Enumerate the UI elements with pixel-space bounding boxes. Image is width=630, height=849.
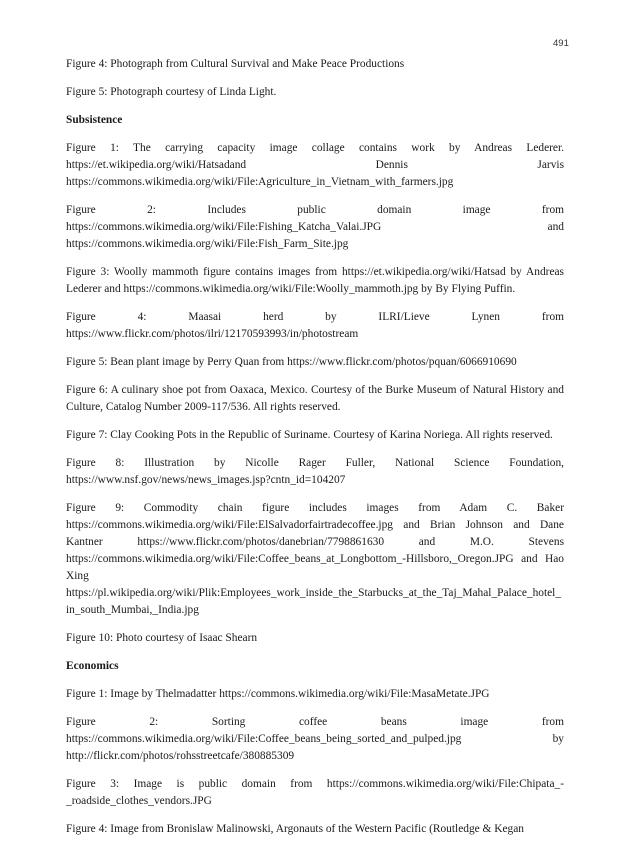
- credits-content: [66, 56, 564, 849]
- credit-paragraph: Figure 10: Photo courtesy of Isaac Shearn: [66, 632, 258, 644]
- credit-paragraph: Figure 8: Illustration by Nicolle Rager Fuller, National Science Foundation, https://www.nsf.gov/news/news_images.jsp?cntn_id=104207: [66, 457, 564, 486]
- credit-paragraph: Figure 2: Includes public domain image from https://commons.wikimedia.org/wiki/File:Fishing_Katcha_Valai.JPG and https://commons.wikimedia.org/wiki/File:Fish_Farm_Site.jpg: [66, 204, 564, 250]
- credit-paragraph: Figure 7: Clay Cooking Pots in the Republic of Suriname. Courtesy of Karina Noriega. All rights reserved.: [66, 429, 553, 441]
- credit-paragraph: Figure 4: Image from Bronislaw Malinowski, Argonauts of the Western Pacific (Routledge & Kegan: [66, 823, 524, 835]
- credit-paragraph: Figure 3: Image is public domain from https://commons.wikimedia.org/wiki/File:Chipata_-_roadside_clothes_vendors.JPG: [66, 778, 564, 807]
- credit-paragraph: Figure 3: Woolly mammoth figure contains images from https://et.wikipedia.org/wiki/Hatsad by Andreas Lederer and https://commons.wikimedia.org/wiki/File:Woolly_mammoth.jpg by By Flying Puffin.: [66, 266, 564, 295]
- credit-paragraph: Figure 2: Sorting coffee beans image from https://commons.wikimedia.org/wiki/File:Coffee_beans_being_sorted_and_pulped.jpg by http://flickr.com/photos/rohsstreetcafe/380885309: [66, 716, 564, 762]
- credit-paragraph: Figure 9: Commodity chain figure includes images from Adam C. Baker https://commons.wikimedia.org/wiki/File:ElSalvadorfairtradecoffee.jpg and Brian Johnson and Dane Kantner https://www.flickr.com/photos/danebrian/7798861630 and M.O. Stevens https://commons.wikimedia.org/wiki/File:Coffee_beans_at_Longbottom_-Hillsboro,_Oregon.JPG and Hao Xing https://pl.wikipedia.org/wiki/Plik:Employees_work_inside_the_Starbucks_at_the_Taj_Mahal_Palace_hotel_in_south_Mumbai,_India.jpg: [66, 502, 564, 616]
- credit-paragraph: Figure 4: Photograph from Cultural Survival and Make Peace Productions: [66, 58, 405, 70]
- page-number: 491: [553, 38, 569, 49]
- credit-paragraph: Figure 4: Maasai herd by ILRI/Lieve Lynen from https://www.flickr.com/photos/ilri/12170593993/in/photostream: [66, 311, 564, 340]
- credit-paragraph: Figure 1: The carrying capacity image collage contains work by Andreas Lederer. https://et.wikipedia.org/wiki/Hatsadand Dennis Jarvis https://commons.wikimedia.org/wiki/File:Agriculture_in_Vietnam_with_farmers.jpg: [66, 142, 564, 188]
- credit-paragraph: Figure 6: A culinary shoe pot from Oaxaca, Mexico. Courtesy of the Burke Museum of Natural History and Culture, Catalog Number 2009-117/536. All rights reserved.: [66, 384, 564, 413]
- credit-paragraph: Figure 5: Photograph courtesy of Linda Light.: [66, 86, 277, 98]
- credit-paragraph: Figure 1: Image by Thelmadatter https://commons.wikimedia.org/wiki/File:MasaMetate.JPG: [66, 688, 490, 700]
- credit-paragraph: Figure 5: Bean plant image by Perry Quan from https://www.flickr.com/photos/pquan/6066910690: [66, 356, 517, 368]
- section-heading-economics: Economics: [66, 660, 119, 672]
- section-heading-subsistence: Subsistence: [66, 114, 123, 126]
